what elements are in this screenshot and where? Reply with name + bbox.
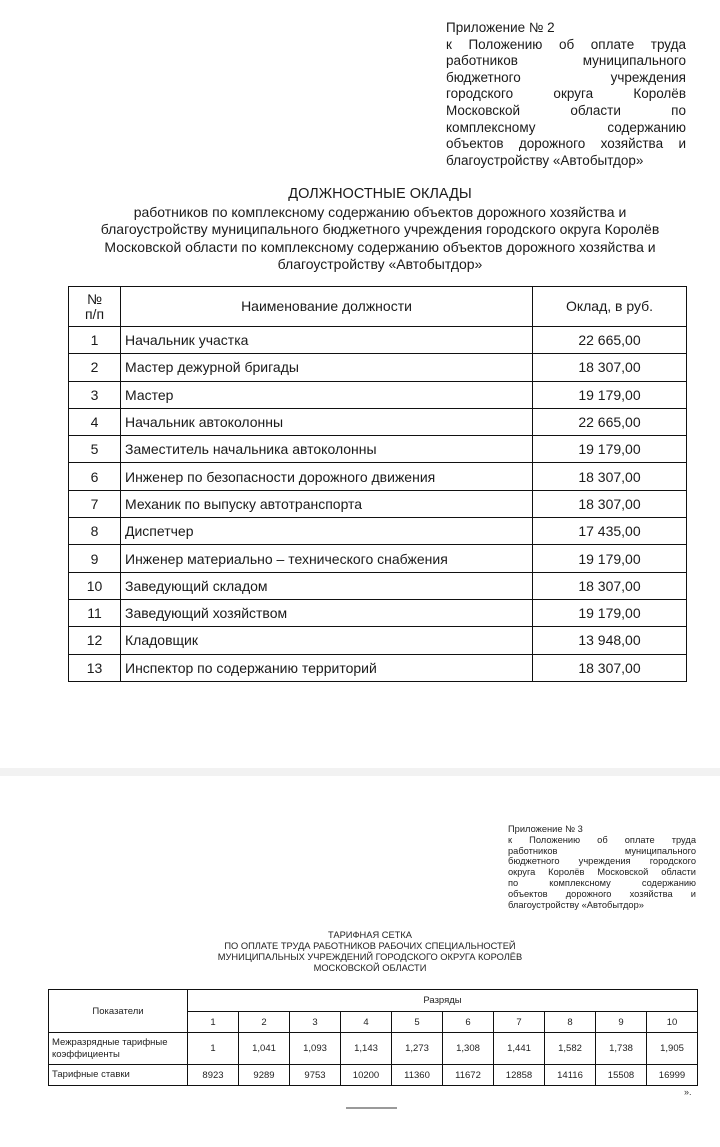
rate-cell: 10200 (341, 1065, 392, 1086)
table-row (69, 354, 687, 381)
table-row (69, 327, 687, 354)
row-position: Инспектор по содержанию территорий (121, 654, 533, 681)
page-title: ДОЛЖНОСТНЫЕ ОКЛАДЫ (288, 186, 472, 202)
row-salary: 19 179,00 (533, 381, 687, 408)
row-position: Заведующий складом (121, 572, 533, 599)
header-number-abbrev: п/п (84, 305, 105, 322)
header-number-symbol: № (86, 290, 103, 307)
row-position: Начальник автоколонны (121, 408, 533, 435)
title-subline: МУНИЦИПАЛЬНЫХ УЧРЕЖДЕНИЙ ГОРОДСКОГО ОКРУГА КОРОЛЁВ (217, 951, 523, 962)
salary-table (68, 286, 687, 682)
header-indicators: Показатели (49, 990, 188, 1033)
header-grade: 5 (392, 1012, 443, 1033)
rate-cell: 11672 (443, 1065, 494, 1086)
row-number: 2 (69, 354, 121, 381)
row-salary: 18 307,00 (533, 354, 687, 381)
row-number: 6 (69, 463, 121, 490)
header-grade: 1 (188, 1012, 239, 1033)
appendix-line: городского округа Королёв (446, 86, 686, 102)
row-salary: 13 948,00 (533, 627, 687, 654)
appendix-line: бюджетного учреждения (446, 69, 686, 85)
row-position: Механик по выпуску автотранспорта (121, 490, 533, 517)
appendix-line: к Положению об оплате труда (508, 834, 696, 845)
row-salary: 18 307,00 (533, 572, 687, 599)
appendix-line: работников муниципального (508, 845, 696, 856)
tariff-grid-table (48, 989, 698, 1086)
rate-cell: 15508 (596, 1065, 647, 1086)
header-salary: Оклад, в руб. (533, 287, 687, 327)
table-row (69, 436, 687, 463)
closing-quote: ». (684, 1087, 692, 1097)
header-grade: 6 (443, 1012, 494, 1033)
row-salary: 19 179,00 (533, 436, 687, 463)
rate-cell: 9753 (290, 1065, 341, 1086)
rate-cell: 8923 (188, 1065, 239, 1086)
row-salary: 22 665,00 (533, 327, 687, 354)
appendix-line: благоустройству «Автобытдор» (446, 152, 644, 168)
coefficient-cell: 1,441 (494, 1033, 545, 1065)
row-number: 7 (69, 490, 121, 517)
coefficient-cell: 1,143 (341, 1033, 392, 1065)
row-label: Тарифные ставки (49, 1065, 188, 1086)
rate-cell: 9289 (239, 1065, 290, 1086)
rate-cell: 11360 (392, 1065, 443, 1086)
appendix-line: Московской области по (446, 102, 686, 118)
row-position: Инженер по безопасности дорожного движения (121, 463, 533, 490)
title-subline: Московской области по комплексному содержанию объектов дорожного хозяйства и (104, 238, 656, 255)
header-position-name: Наименование должности (121, 287, 533, 327)
table-row (69, 545, 687, 572)
row-position: Заместитель начальника автоколонны (121, 436, 533, 463)
table-header-row (69, 287, 687, 327)
table-row (69, 518, 687, 545)
coefficient-cell: 1,582 (545, 1033, 596, 1065)
row-position: Начальник участка (121, 327, 533, 354)
row-salary: 18 307,00 (533, 490, 687, 517)
appendix-line: комплексному содержанию (446, 119, 686, 135)
tariff-grid-title (190, 930, 550, 974)
row-number: 10 (69, 572, 121, 599)
table-row (69, 599, 687, 626)
row-number: 11 (69, 599, 121, 626)
page-title: ТАРИФНАЯ СЕТКА (328, 930, 412, 940)
coefficient-cell: 1,041 (239, 1033, 290, 1065)
row-number: 12 (69, 627, 121, 654)
header-grade: 10 (647, 1012, 698, 1033)
appendix-line: округа Королёв Московской области (508, 867, 696, 878)
row-number: 1 (69, 327, 121, 354)
coefficient-cell: 1 (188, 1033, 239, 1065)
header-grade: 9 (596, 1012, 647, 1033)
table-header-row (49, 990, 698, 1012)
table-row (69, 463, 687, 490)
table-row-coefficients (49, 1033, 698, 1065)
appendix-line: объектов дорожного хозяйства и (508, 888, 696, 899)
row-position: Мастер (121, 381, 533, 408)
row-salary: 19 179,00 (533, 599, 687, 626)
header-grade: 3 (290, 1012, 341, 1033)
row-number: 13 (69, 654, 121, 681)
row-position: Заведующий хозяйством (121, 599, 533, 626)
table-row (69, 654, 687, 681)
header-grades-group: Разряды (188, 990, 698, 1012)
header-number (69, 287, 121, 327)
header-grade: 2 (239, 1012, 290, 1033)
coefficient-cell: 1,738 (596, 1033, 647, 1065)
row-salary: 22 665,00 (533, 408, 687, 435)
row-number: 3 (69, 381, 121, 408)
title-subline: работников по комплексному содержанию объектов дорожного хозяйства и (133, 203, 627, 220)
table-row-rates (49, 1065, 698, 1086)
salary-document-title (60, 186, 700, 274)
row-salary: 18 307,00 (533, 463, 687, 490)
page-separator (0, 768, 720, 776)
footer-divider-line (346, 1107, 397, 1109)
header-grade: 8 (545, 1012, 596, 1033)
table-row (69, 490, 687, 517)
table-row (69, 627, 687, 654)
row-position: Кладовщик (121, 627, 533, 654)
appendix-2-header (446, 20, 686, 169)
appendix-3-header (508, 824, 696, 910)
row-position: Мастер дежурной бригады (121, 354, 533, 381)
table-row (69, 381, 687, 408)
row-number: 9 (69, 545, 121, 572)
appendix-line: благоустройству «Автобытдор» (508, 899, 644, 910)
row-label: Межразрядные тарифные коэффициенты (49, 1033, 188, 1065)
appendix-line: по комплексному содержанию (508, 877, 696, 888)
coefficient-cell: 1,905 (647, 1033, 698, 1065)
header-grade: 7 (494, 1012, 545, 1033)
table-row (69, 572, 687, 599)
coefficient-cell: 1,308 (443, 1033, 494, 1065)
coefficient-cell: 1,273 (392, 1033, 443, 1065)
row-number: 5 (69, 436, 121, 463)
appendix-line: Приложение № 3 (508, 824, 583, 834)
appendix-line: бюджетного учреждения городского (508, 856, 696, 867)
title-subline: благоустройству «Автобытдор» (277, 256, 483, 272)
header-grade: 4 (341, 1012, 392, 1033)
title-subline: благоустройству муниципального бюджетного учреждения городского округа Королёв (100, 221, 660, 237)
title-subline: МОСКОВСКОЙ ОБЛАСТИ (313, 962, 427, 973)
row-position: Инженер материально – технического снабжения (121, 545, 533, 572)
appendix-line: Приложение № 2 (446, 20, 555, 35)
title-subline: ПО ОПЛАТЕ ТРУДА РАБОТНИКОВ РАБОЧИХ СПЕЦИАЛЬНОСТЕЙ (224, 940, 516, 951)
row-salary: 18 307,00 (533, 654, 687, 681)
table-row (69, 408, 687, 435)
appendix-line: работников муниципального (446, 53, 686, 69)
row-number: 8 (69, 518, 121, 545)
appendix-line: к Положению об оплате труда (446, 36, 686, 52)
rate-cell: 14116 (545, 1065, 596, 1086)
coefficient-cell: 1,093 (290, 1033, 341, 1065)
row-salary: 19 179,00 (533, 545, 687, 572)
row-number: 4 (69, 408, 121, 435)
rate-cell: 12858 (494, 1065, 545, 1086)
row-position: Диспетчер (121, 518, 533, 545)
appendix-line: объектов дорожного хозяйства и (446, 136, 686, 152)
row-salary: 17 435,00 (533, 518, 687, 545)
rate-cell: 16999 (647, 1065, 698, 1086)
